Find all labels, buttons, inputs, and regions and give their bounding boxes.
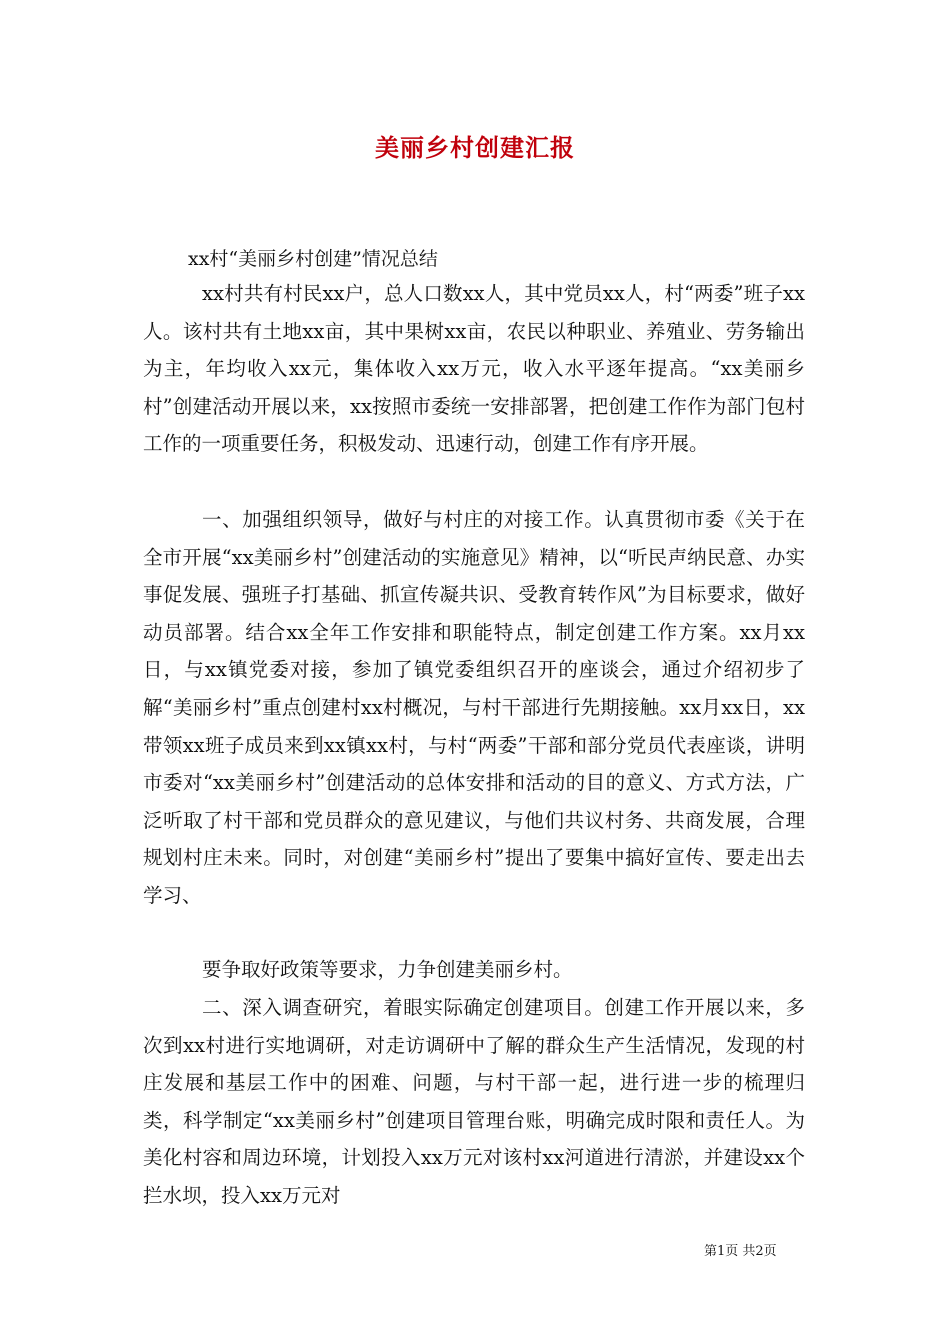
paragraph-section-two: 二、深入调查研究，着眼实际确定创建项目。创建工作开展以来，多次到xx村进行实地调研，对走访调研中了解的群众生产生活情况，发现的村庄发展和基层工作中的困难、问题，与村干部一起，进行进一步的梳理归类，科学制定“xx美丽乡村”创建项目管理台账，明确完成时限和责任人。为美化村容和周边环境，计划投入xx万元对该村xx河道进行清淤，并建设xx个拦水坝，投入xx万元对: [143, 996, 805, 1207]
paragraph-section-one-continued: 要争取好政策等要求，力争创建美丽乡村。: [202, 958, 573, 981]
document-subtitle: xx村“美丽乡村创建”情况总结: [188, 248, 438, 270]
paragraph-section-one: 一、加强组织领导，做好与村庄的对接工作。认真贯彻市委《关于在全市开展“xx美丽乡村”创建活动的实施意见》精神，以“听民声纳民意、办实事促发展、强班子打基础、抓宣传凝共识、受教育转作风”为目标要求，做好动员部署。结合xx全年工作安排和职能特点，制定创建工作方案。xx月xx日，与xx镇党委对接，参加了镇党委组织召开的座谈会，通过介绍初步了解“美丽乡村”重点创建村xx村概况，与村干部进行先期接触。xx月xx日，xx带领xx班子成员来到xx镇xx村，与村“两委”干部和部分党员代表座谈，讲明市委对“xx美丽乡村”创建活动的总体安排和活动的目的意义、方式方法，广泛听取了村干部和党员群众的意见建议，与他们共议村务、共商发展，合理规划村庄未来。同时，对创建“美丽乡村”提出了要集中搞好宣传、要走出去学习、: [143, 508, 805, 907]
paragraph-overview: xx村共有村民xx户，总人口数xx人，其中党员xx人，村“两委”班子xx人。该村共有土地xx亩，其中果树xx亩，农民以种职业、养殖业、劳务输出为主，年均收入xx元，集体收入xx万元，收入水平逐年提高。“xx美丽乡村”创建活动开展以来，xx按照市委统一安排部署，把创建工作作为部门包村工作的一项重要任务，积极发动、迅速行动，创建工作有序开展。: [143, 282, 805, 456]
page-number-footer: 第1页 共2页: [704, 1244, 777, 1259]
document-title: 美丽乡村创建汇报: [375, 133, 575, 162]
